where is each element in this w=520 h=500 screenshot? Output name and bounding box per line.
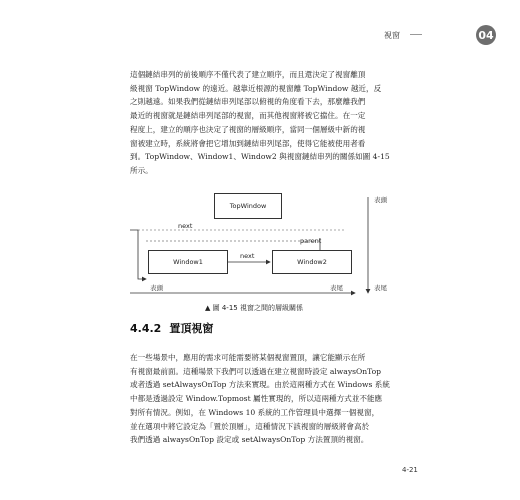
section-number: 4.4.2 bbox=[130, 322, 162, 335]
chapter-label: 視窗 bbox=[384, 30, 400, 40]
next-label-middle: next bbox=[240, 252, 255, 260]
window2-node: Window2 bbox=[272, 250, 352, 274]
text-line: 對所有情況。例如，在 Windows 10 系統的工作管理員中選擇一個視窗， bbox=[130, 407, 380, 417]
caption-marker: ▲ bbox=[205, 304, 211, 312]
text-line: 級視窗 TopWindow 的遠近。越靠近根源的視窗離 TopWindow 越近，反 bbox=[130, 83, 382, 93]
text-line: 或者透過 setAlwaysOnTop 方法來實現。由於這兩種方式在 Windows 系統 bbox=[130, 380, 390, 390]
window-hierarchy-diagram bbox=[130, 193, 390, 301]
body-paragraph-2 bbox=[130, 351, 408, 447]
tail-label-right: 表尾 bbox=[374, 284, 387, 292]
text-line: 之則越遠。如果我們從鏈結串列尾部以俯視的角度看下去，那麼離我們 bbox=[130, 97, 366, 107]
parent-label: parent bbox=[300, 237, 322, 245]
topwindow-node: TopWindow bbox=[214, 193, 282, 219]
text-line: 中都是透過設定 Window.Topmost 屬性實現的，所以這兩種方式並不能應 bbox=[130, 394, 383, 404]
text-line: 所示。 bbox=[130, 165, 153, 175]
chapter-rule bbox=[410, 34, 422, 35]
head-label-bottom: 表頭 bbox=[150, 284, 163, 292]
text-line: 窗被建立時，系統將會把它增加到鏈結串列尾部，使得它能被使用者看 bbox=[130, 138, 366, 148]
section-heading bbox=[130, 320, 213, 336]
section-title: 置頂視窗 bbox=[169, 322, 214, 335]
text-line: 程度上，建立的順序也決定了視窗的層級順序，當同一個層級中新的視 bbox=[130, 124, 366, 134]
page-number: 4-21 bbox=[402, 466, 418, 474]
figure-caption bbox=[205, 303, 303, 313]
text-line: 我們透過 alwaysOnTop 設定或 setAlwaysOnTop 方法置頂的視窗。 bbox=[130, 435, 369, 445]
body-paragraph-1 bbox=[130, 68, 408, 178]
text-line: 最近的視窗就是鏈結串列尾部的視窗，而其他視窗將被它擋住。在一定 bbox=[130, 111, 366, 121]
text-line: 到。TopWindow、Window1、Window2 與視窗鏈結串列的關係如圖 4-15 bbox=[130, 152, 390, 162]
text-line: 有視窗最前面。這種場景下我們可以透過在建立視窗時設定 alwaysOnTop bbox=[130, 366, 382, 376]
chapter-number-badge: 04 bbox=[476, 25, 496, 45]
caption-text: 圖 4-15 視窗之間的層級關係 bbox=[212, 304, 303, 312]
text-line: 在一些場景中，應用的需求可能需要將某個視窗置頂，讓它能顯示在所 bbox=[130, 353, 366, 362]
next-label-top: next bbox=[178, 222, 193, 230]
window1-node: Window1 bbox=[148, 250, 228, 274]
tail-label-bottom: 表尾 bbox=[330, 284, 343, 292]
chapter-header bbox=[380, 24, 520, 46]
text-line: 並在選項中將它設定為「置於頂層」，這種情況下該視窗的層級將會高於 bbox=[130, 421, 370, 431]
text-line: 這個鏈結串列的前後順序不僅代表了建立順序，而且還決定了視窗離頂 bbox=[130, 70, 366, 79]
head-label-right: 表頭 bbox=[374, 196, 387, 204]
